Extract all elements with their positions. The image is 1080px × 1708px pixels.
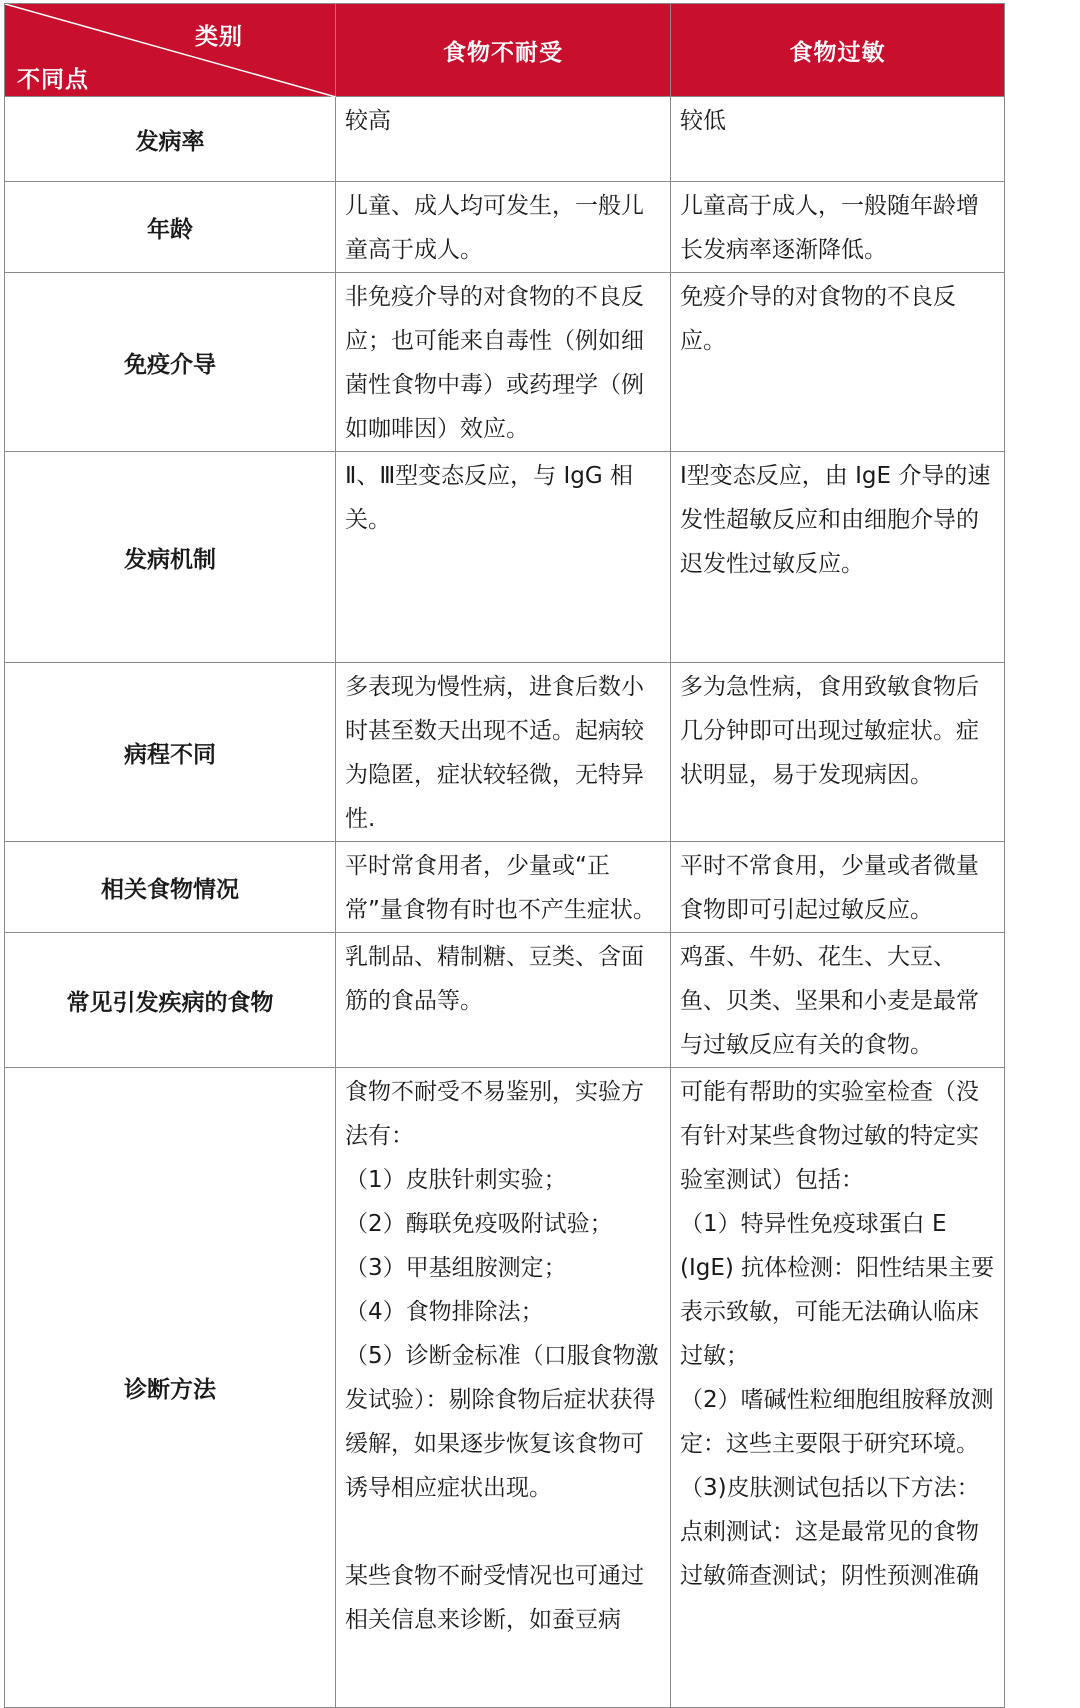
allergy-cell [671,933,1005,1068]
header-food-allergy: 食物过敏 [671,4,1005,97]
cell-spacer [345,1510,661,1554]
corner-header-cell [5,4,336,97]
cell-text: （5）诊断金标准（口服食物激发试验）：剔除食物后症状获得缓解，如果逐步恢复该食物可诱导相应症状出现。 [345,1343,659,1501]
cell-text: （1）特异性免疫球蛋白 E (IgE) 抗体检测：阳性结果主要表示致敏，可能无法确认临床过敏； [680,1211,995,1369]
intolerance-cell [336,663,671,842]
intolerance-cell [336,97,671,182]
row-label: 诊断方法 [5,1068,336,1708]
table-row [5,933,1005,1068]
cell-text: Ⅰ型变态反应，由 IgE 介导的速发性超敏反应和由细胞介导的迟发性过敏反应。 [680,463,991,577]
cell-text: 较低 [680,108,726,134]
cell-text: 某些食物不耐受情况也可通过相关信息来诊断，如蚕豆病 [345,1563,644,1633]
row-label: 相关食物情况 [5,842,336,933]
cell-text: Ⅱ、Ⅲ型变态反应，与 IgG 相关。 [345,463,634,533]
corner-label-category: 类别 [195,24,243,50]
cell-text: 乳制品、精制糖、豆类、含面筋的食品等。 [345,944,644,1014]
cell-text: 免疫介导的对食物的不良反应。 [680,284,956,354]
cell-text: 多表现为慢性病，进食后数小时甚至数天出现不适。起病较为隐匿，症状较轻微，无特异性. [345,674,644,832]
cell-text: 较高 [345,108,391,134]
cell-text: 食物不耐受不易鉴别，实验方法有： [345,1079,644,1149]
header-food-intolerance: 食物不耐受 [336,4,671,97]
row-label: 发病率 [5,97,336,182]
cell-text: 儿童、成人均可发生，一般儿童高于成人。 [345,193,644,263]
intolerance-cell [336,182,671,273]
allergy-cell [671,182,1005,273]
cell-text: 平时常食用者，少量或“正常”量食物有时也不产生症状。 [345,853,656,923]
allergy-cell [671,842,1005,933]
table-row [5,663,1005,842]
cell-text: （3）甲基组胺测定； [345,1255,567,1281]
cell-text: （2）嗜碱性粒细胞组胺释放测定：这些主要限于研究环境。 [680,1387,994,1457]
allergy-cell [671,273,1005,452]
row-label: 免疫介导 [5,273,336,452]
table-row [5,842,1005,933]
cell-text: 平时不常食用，少量或者微量食物即可引起过敏反应。 [680,853,979,923]
corner-label-difference: 不同点 [17,67,89,93]
table-row [5,273,1005,452]
table-header-row [5,4,1005,97]
table-row [5,182,1005,273]
cell-text: （3)皮肤测试包括以下方法：点刺测试：这是最常见的食物过敏筛查测试；阴性预测准确 [680,1475,980,1589]
cell-text: 非免疫介导的对食物的不良反应；也可能来自毒性（例如细菌性食物中毒）或药理学（例如咖啡因）效应。 [345,284,644,442]
table-row [5,1068,1005,1708]
intolerance-cell [336,933,671,1068]
table-row [5,97,1005,182]
comparison-table [4,3,1005,1708]
row-label: 常见引发疾病的食物 [5,933,336,1068]
allergy-cell [671,452,1005,663]
cell-text: （1）皮肤针刺实验； [345,1167,567,1193]
cell-text: （2）酶联免疫吸附试验； [345,1211,613,1237]
intolerance-cell [336,452,671,663]
cell-text: 鸡蛋、牛奶、花生、大豆、鱼、贝类、坚果和小麦是最常与过敏反应有关的食物。 [680,944,979,1058]
cell-text: 儿童高于成人，一般随年龄增长发病率逐渐降低。 [680,193,979,263]
allergy-cell [671,1068,1005,1708]
cell-text: （4）食物排除法； [345,1299,544,1325]
cell-text: 多为急性病，食用致敏食物后几分钟即可出现过敏症状。症状明显，易于发现病因。 [680,674,979,788]
intolerance-cell [336,1068,671,1708]
intolerance-cell [336,842,671,933]
row-label: 病程不同 [5,663,336,842]
table-row [5,452,1005,663]
cell-text: 可能有帮助的实验室检查（没有针对某些食物过敏的特定实验室测试）包括： [680,1079,979,1193]
row-label: 发病机制 [5,452,336,663]
intolerance-cell [336,273,671,452]
allergy-cell [671,663,1005,842]
allergy-cell [671,97,1005,182]
row-label: 年龄 [5,182,336,273]
